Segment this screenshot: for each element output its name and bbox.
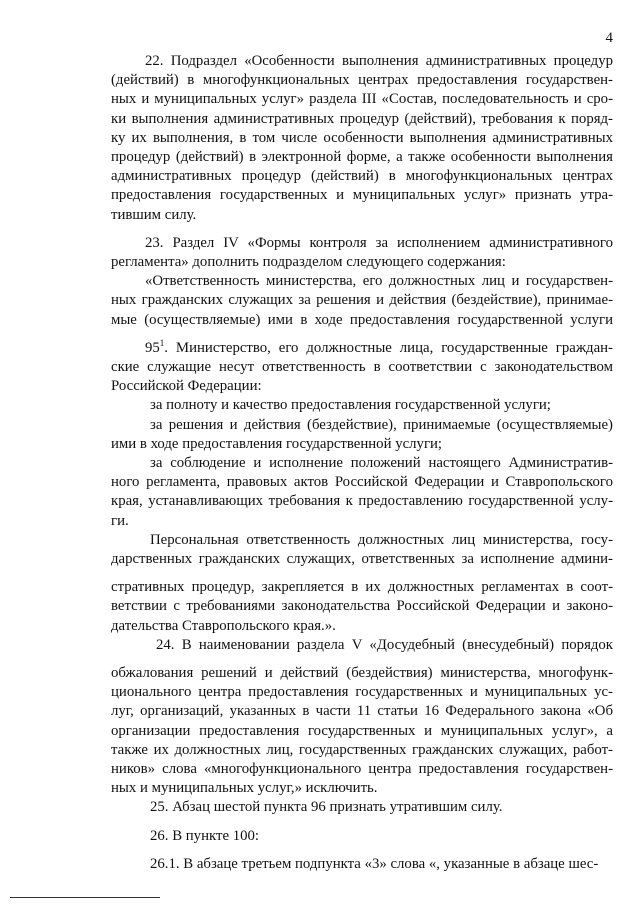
text-line: ку их выполнения, в том числе особенности выполнения административных xyxy=(111,129,613,146)
text-line: ки выполнения административных процедур (действий), требования к поряд- xyxy=(111,110,613,127)
paragraph-text: . Министерство, его должностные лица, государственные граждан- xyxy=(164,339,613,356)
text-line: предоставления государственных и муниципальных услуг» признать утра- xyxy=(111,187,613,204)
text-line: за соблюдение и исполнение положений настоящего Административ- xyxy=(150,455,613,471)
text-line: 24. В наименовании раздела V «Досудебный (внесудебный) порядок xyxy=(156,636,613,653)
text-line: ими в ходе предоставления государственной услуги; xyxy=(111,435,443,452)
text-line: мые (осуществляемые) ими в ходе предоставления государственной услуги xyxy=(111,311,613,328)
text-line: ников» слова «многофункционального центра предоставления государствен- xyxy=(111,761,613,777)
text-line: Персональная ответственность должностных лиц министерства, госу- xyxy=(150,531,613,548)
text-line: организации предоставления государственных и муниципальных услуг», а xyxy=(111,722,613,739)
text-line: за полноту и качество предоставления государственной услуги; xyxy=(150,397,551,414)
text-line: ги. xyxy=(111,512,129,529)
text-line: административных процедур (действий) в многофункциональных центрах xyxy=(111,168,613,185)
text-line: процедур (действий) в электронной форме, а также особенности выполнения xyxy=(111,149,613,165)
text-line: дательства Ставропольского края.». xyxy=(111,617,336,634)
text-line: 26. В пункте 100: xyxy=(150,827,260,844)
text-line: ного регламента, правовых актов Российской Федерации и Ставропольского xyxy=(111,474,613,491)
page-number: 4 xyxy=(605,30,613,46)
text-line: 25. Абзац шестой пункта 96 признать утратившим силу. xyxy=(150,799,503,816)
text-line: также их должностных лиц, государственных гражданских служащих, работ- xyxy=(111,741,613,758)
text-line: регламента» дополнить подразделом следующего содержания: xyxy=(111,254,506,270)
text-line: ных и муниципальных услуг,» исключить. xyxy=(111,780,378,797)
text-line: дарственных гражданских служащих, ответственных за исполнение админи- xyxy=(111,551,613,567)
text-line: луг, организаций, указанных в части 11 статьи 16 Федерального закона «Об xyxy=(111,703,613,720)
text-line: «Ответственность министерства, его должностных лиц и государствен- xyxy=(145,273,613,290)
text-line: за решения и действия (бездействие), принимаемые (осуществляемые) xyxy=(150,416,613,433)
text-line: ционального центра предоставления государственных и муниципальных ус- xyxy=(111,684,613,701)
text-line: ных и муниципальных услуг» раздела III «Состав, последовательность и сро- xyxy=(111,91,613,108)
footer-rule xyxy=(10,897,160,898)
text-line: (действий) в многофункциональных центрах предоставления государствен- xyxy=(111,72,613,89)
text-line: ские служащие несут ответственность в соответствии с законодательством xyxy=(111,359,613,375)
text-line: обжалования решений и действий (бездействия) министерства, многофунк- xyxy=(111,665,613,681)
text-line: стративных процедур, закрепляется в их должностных регламентах в соот- xyxy=(111,579,613,596)
text-line-95-1 xyxy=(145,339,613,358)
text-line: Российской Федерации: xyxy=(111,378,262,395)
text-line: 22. Подраздел «Особенности выполнения административных процедур xyxy=(145,53,613,69)
text-line: тившим силу. xyxy=(111,206,197,223)
text-line: ных гражданских служащих за решения и действия (бездействие), принимае- xyxy=(111,292,613,309)
paragraph-number: 95 xyxy=(145,339,160,356)
paragraph-superscript: 1 xyxy=(159,337,165,348)
text-line: 26.1. В абзаце третьем подпункта «3» слова «, указанные в абзаце шес- xyxy=(150,855,599,872)
text-line: края, устанавливающих требования к предоставлению государственной услу- xyxy=(111,493,613,510)
text-line: 23. Раздел IV «Формы контроля за исполнением административного xyxy=(145,234,613,251)
text-line: ветствии с требованиями законодательства Российской Федерации и законо- xyxy=(111,598,613,615)
